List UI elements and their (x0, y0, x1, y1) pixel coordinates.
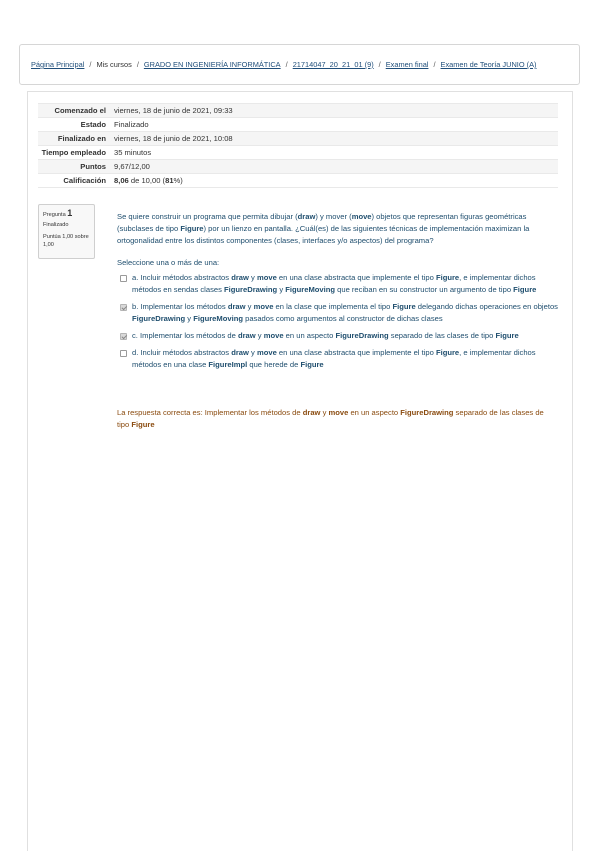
text-run: ) objetos que representan figuras geométricas (subclases de tipo (117, 212, 527, 233)
text-run: ) y mover ( (315, 212, 352, 221)
code-term: FigureDrawing (132, 314, 186, 323)
question-number (43, 209, 94, 219)
code-term: FigureMoving (193, 314, 243, 323)
summary-row (38, 117, 558, 131)
summary-key: Calificación (63, 176, 106, 185)
code-term: FigureImpl (208, 360, 248, 369)
breadcrumb-item[interactable]: 21714047_20_21_01 (9) (292, 60, 374, 69)
question-state: Finalizado (43, 222, 69, 228)
summary-key: Comenzado el (54, 106, 106, 115)
answer-label (132, 330, 519, 342)
breadcrumb-separator: / (89, 60, 92, 69)
answer-option[interactable] (120, 347, 560, 371)
quiz-review (27, 91, 573, 851)
summary-value: viernes, 18 de junio de 2021, 09:33 (114, 106, 233, 115)
breadcrumb-item: Mis cursos (96, 60, 132, 69)
code-term: draw (231, 348, 249, 357)
correct-answer-feedback (117, 407, 557, 431)
text-run: , e implementar dichos métodos en sendas clases (132, 273, 536, 294)
breadcrumb-separator: / (136, 60, 139, 69)
checkbox-checked[interactable] (120, 333, 127, 340)
text-run: delegando dichas operaciones en objetos (415, 302, 558, 311)
summary-value: 35 minutos (114, 148, 152, 157)
code-term: move (328, 408, 349, 417)
code-term: draw (237, 331, 256, 340)
breadcrumb-item[interactable]: Examen final (385, 60, 429, 69)
answer-label (132, 301, 560, 325)
checkbox-unchecked[interactable] (120, 350, 127, 357)
text-run: en una clase abstracta que implemente el tipo (276, 273, 436, 282)
summary-row (38, 131, 558, 145)
text-run: y (248, 273, 257, 282)
summary-row (38, 145, 558, 159)
code-term: FigureMoving (285, 285, 336, 294)
code-term: move (256, 273, 277, 282)
answer-option[interactable] (120, 301, 560, 325)
breadcrumb-separator: / (285, 60, 288, 69)
question-text (117, 211, 557, 247)
text-run: a. Incluir métodos abstractos (132, 273, 232, 282)
code-term: FigureDrawing (400, 408, 454, 417)
question-label: Pregunta (43, 212, 66, 218)
breadcrumb-separator: / (378, 60, 381, 69)
code-term: move (263, 331, 284, 340)
summary-row (38, 159, 558, 173)
checkbox-checked[interactable] (120, 304, 127, 311)
breadcrumb-item[interactable]: GRADO EN INGENIERÍA INFORMÁTICA (143, 60, 281, 69)
text-run: en la clase que implementa el tipo (273, 302, 393, 311)
text-run: en un aspecto (348, 408, 401, 417)
code-term: Figure (435, 348, 460, 357)
text-run: pasados como argumentos al constructor de dichas clases (242, 314, 443, 323)
grade-max: de 10,00 ( (128, 176, 166, 185)
code-term: draw (231, 273, 249, 282)
attempt-summary-table (38, 103, 558, 188)
summary-key: Puntos (80, 162, 106, 171)
text-run: separado de las clases de tipo (117, 408, 544, 429)
code-term: Figure (513, 285, 537, 294)
code-term: move (253, 302, 274, 311)
code-term: move (351, 212, 372, 221)
summary-key: Finalizado en (57, 134, 106, 143)
grade-percent: 81 (165, 176, 174, 185)
text-run: que reciban en su constructor un argumento de tipo (335, 285, 514, 294)
summary-value: viernes, 18 de junio de 2021, 10:08 (114, 134, 233, 143)
breadcrumb (19, 44, 580, 85)
code-term: move (256, 348, 277, 357)
text-run: ) por un lienzo en pantalla. ¿Cuál(es) de las siguientes técnicas de implementación maximizan la ortogonalidad entre los distintos componentes (clases, interfaces y/o aspectos) del programa? (117, 224, 530, 245)
text-run: y (255, 331, 264, 340)
question-grade: Puntúa 1,00 sobre 1,00 (43, 234, 89, 248)
code-term: Figure (180, 224, 204, 233)
answer-option[interactable] (120, 272, 560, 296)
code-term: FigureDrawing (335, 331, 389, 340)
summary-value (114, 176, 183, 186)
answer-list (120, 272, 560, 376)
summary-value: 9,67/12,00 (114, 162, 150, 171)
checkbox-unchecked[interactable] (120, 275, 127, 282)
text-run: c. Implementar los métodos de (132, 331, 238, 340)
text-run: , e implementar dichos métodos en una clase (132, 348, 536, 369)
text-run: y (320, 408, 329, 417)
code-term: Figure (131, 420, 155, 429)
breadcrumb-item[interactable]: Examen de Teoría JUNIO (A) (440, 60, 537, 69)
answer-prompt: Seleccione una o más de una: (117, 258, 220, 267)
text-run: y (245, 302, 254, 311)
code-term: Figure (435, 273, 460, 282)
text-run: en un aspecto (283, 331, 336, 340)
text-run: que herede de (247, 360, 301, 369)
question-info-box (38, 204, 95, 259)
text-run: separado de las clases de tipo (388, 331, 496, 340)
summary-value: Finalizado (114, 120, 149, 129)
summary-key: Tiempo empleado (41, 148, 106, 157)
text-run: d. Incluir métodos abstractos (132, 348, 232, 357)
text-run: y (277, 285, 286, 294)
code-term: FigureDrawing (224, 285, 278, 294)
code-term: Figure (300, 360, 324, 369)
text-run: Se quiere construir un programa que permita dibujar ( (117, 212, 298, 221)
grade-percent-close: %) (173, 176, 183, 185)
text-run: y (248, 348, 257, 357)
answer-label (132, 347, 560, 371)
grade-value: 8,06 (114, 176, 129, 185)
breadcrumb-separator: / (433, 60, 436, 69)
summary-row (38, 173, 558, 188)
summary-row (38, 103, 558, 117)
code-term: Figure (495, 331, 519, 340)
answer-option[interactable] (120, 330, 560, 342)
breadcrumb-item[interactable]: Página Principal (31, 60, 85, 69)
answer-label (132, 272, 560, 296)
code-term: Figure (392, 302, 416, 311)
question-number-value: 1 (67, 208, 73, 218)
code-term: draw (297, 212, 316, 221)
code-term: draw (302, 408, 321, 417)
text-run: La respuesta correcta es: Implementar los métodos de (117, 408, 303, 417)
text-run: en una clase abstracta que implemente el tipo (276, 348, 436, 357)
summary-key: Estado (80, 120, 106, 129)
text-run: y (185, 314, 194, 323)
code-term: draw (227, 302, 246, 311)
text-run: b. Implementar los métodos (132, 302, 228, 311)
